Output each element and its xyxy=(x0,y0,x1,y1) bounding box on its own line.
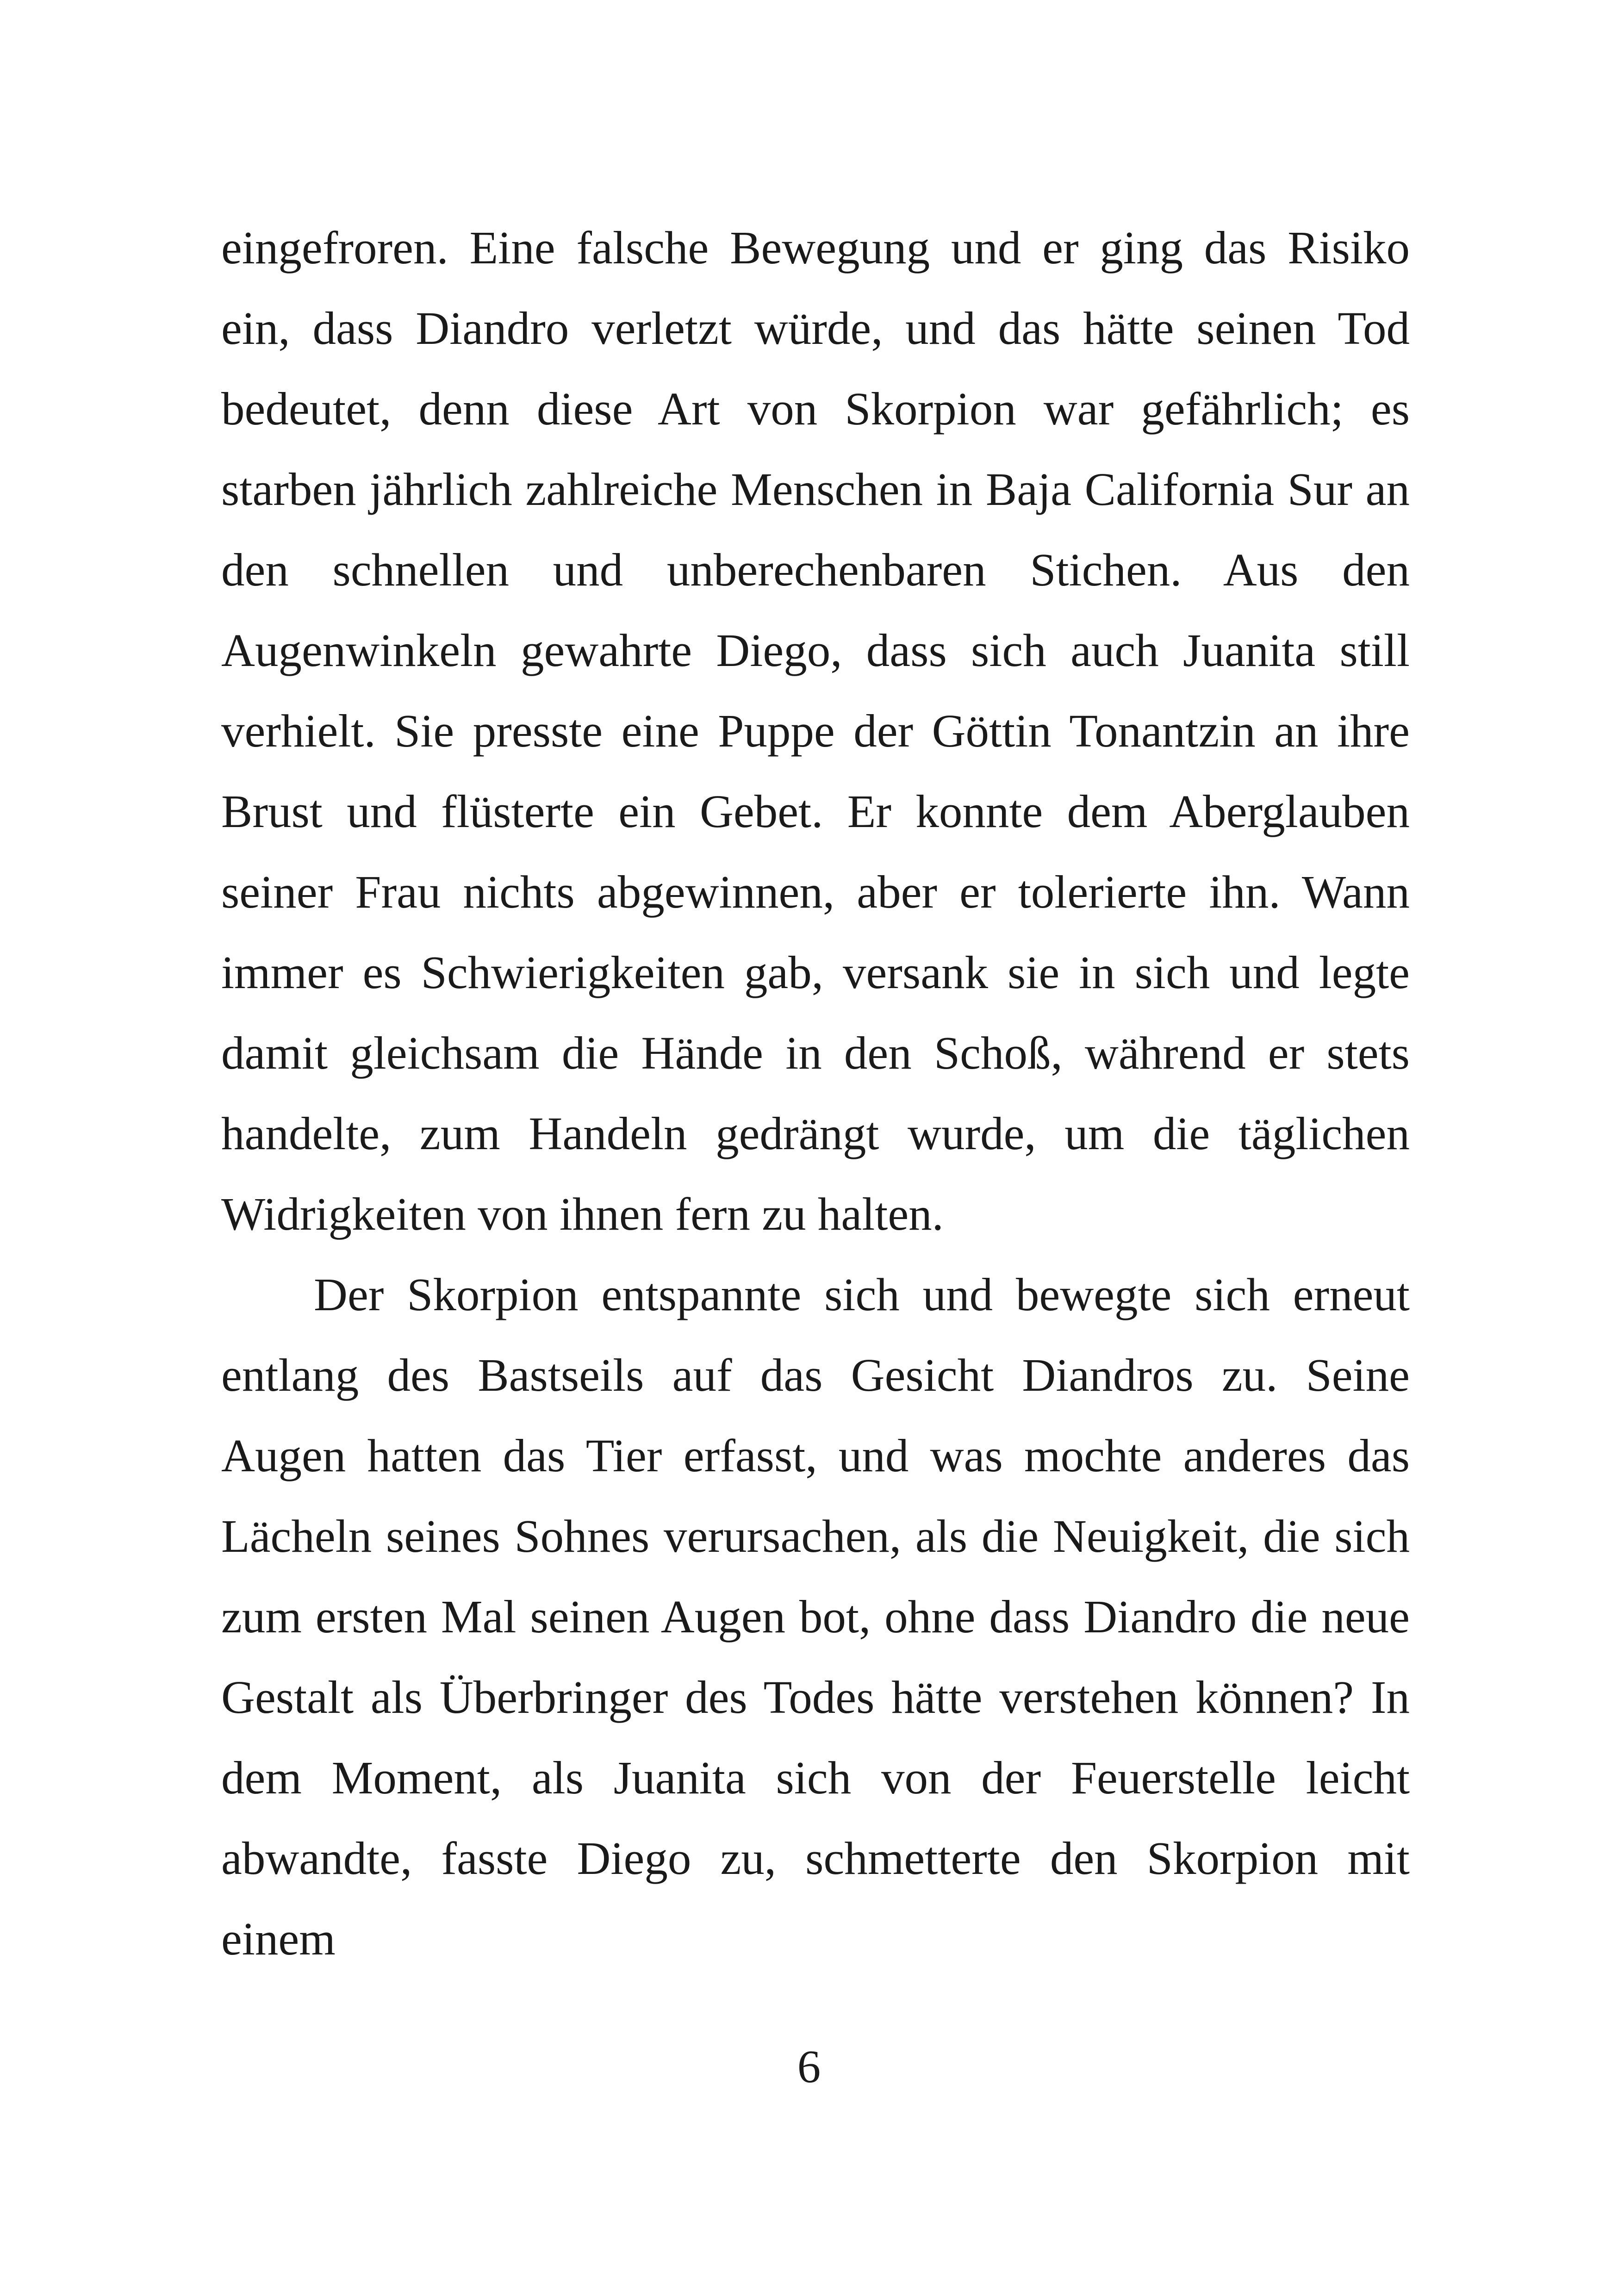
paragraph-1: eingefroren. Eine falsche Bewegung und er ging das Risiko ein, dass Diandro verletzt würde, und das hätte seinen Tod bedeutet, denn diese Art von Skorpion war gefährlich; es starben jährlich zahlreiche Menschen in Baja California Sur an den schnellen und unberechenbaren Stichen. Aus den Augenwinkeln gewahrte Diego, dass sich auch Juanita still verhielt. Sie presste eine Puppe der Göttin Tonantzin an ihre Brust und flüsterte ein Gebet. Er konnte dem Aberglauben seiner Frau nichts abgewinnen, aber er tolerierte ihn. Wann immer es Schwierigkeiten gab, versank sie in sich und legte damit gleichsam die Hände in den Schoß, während er stets handelte, zum Handeln gedrängt wurde, um die täglichen Widrigkeiten von ihnen fern zu halten. xyxy=(221,222,1410,1240)
paragraph-2: Der Skorpion entspannte sich und bewegte sich erneut entlang des Bastseils auf das Gesicht Diandros zu. Seine Augen hatten das Tier erfasst, und was mochte anderes das Lächeln seines Sohnes verursachen, als die Neuigkeit, die sich zum ersten Mal seinen Augen bot, ohne dass Diandro die neue Gestalt als Überbringer des Todes hätte verstehen können? In dem Moment, als Juanita sich von der Feuerstelle leicht abwandte, fasste Diego zu, schmetterte den Skorpion mit einem xyxy=(221,1269,1410,1965)
page-number: 6 xyxy=(797,2041,821,2092)
body-text xyxy=(221,207,1410,1979)
